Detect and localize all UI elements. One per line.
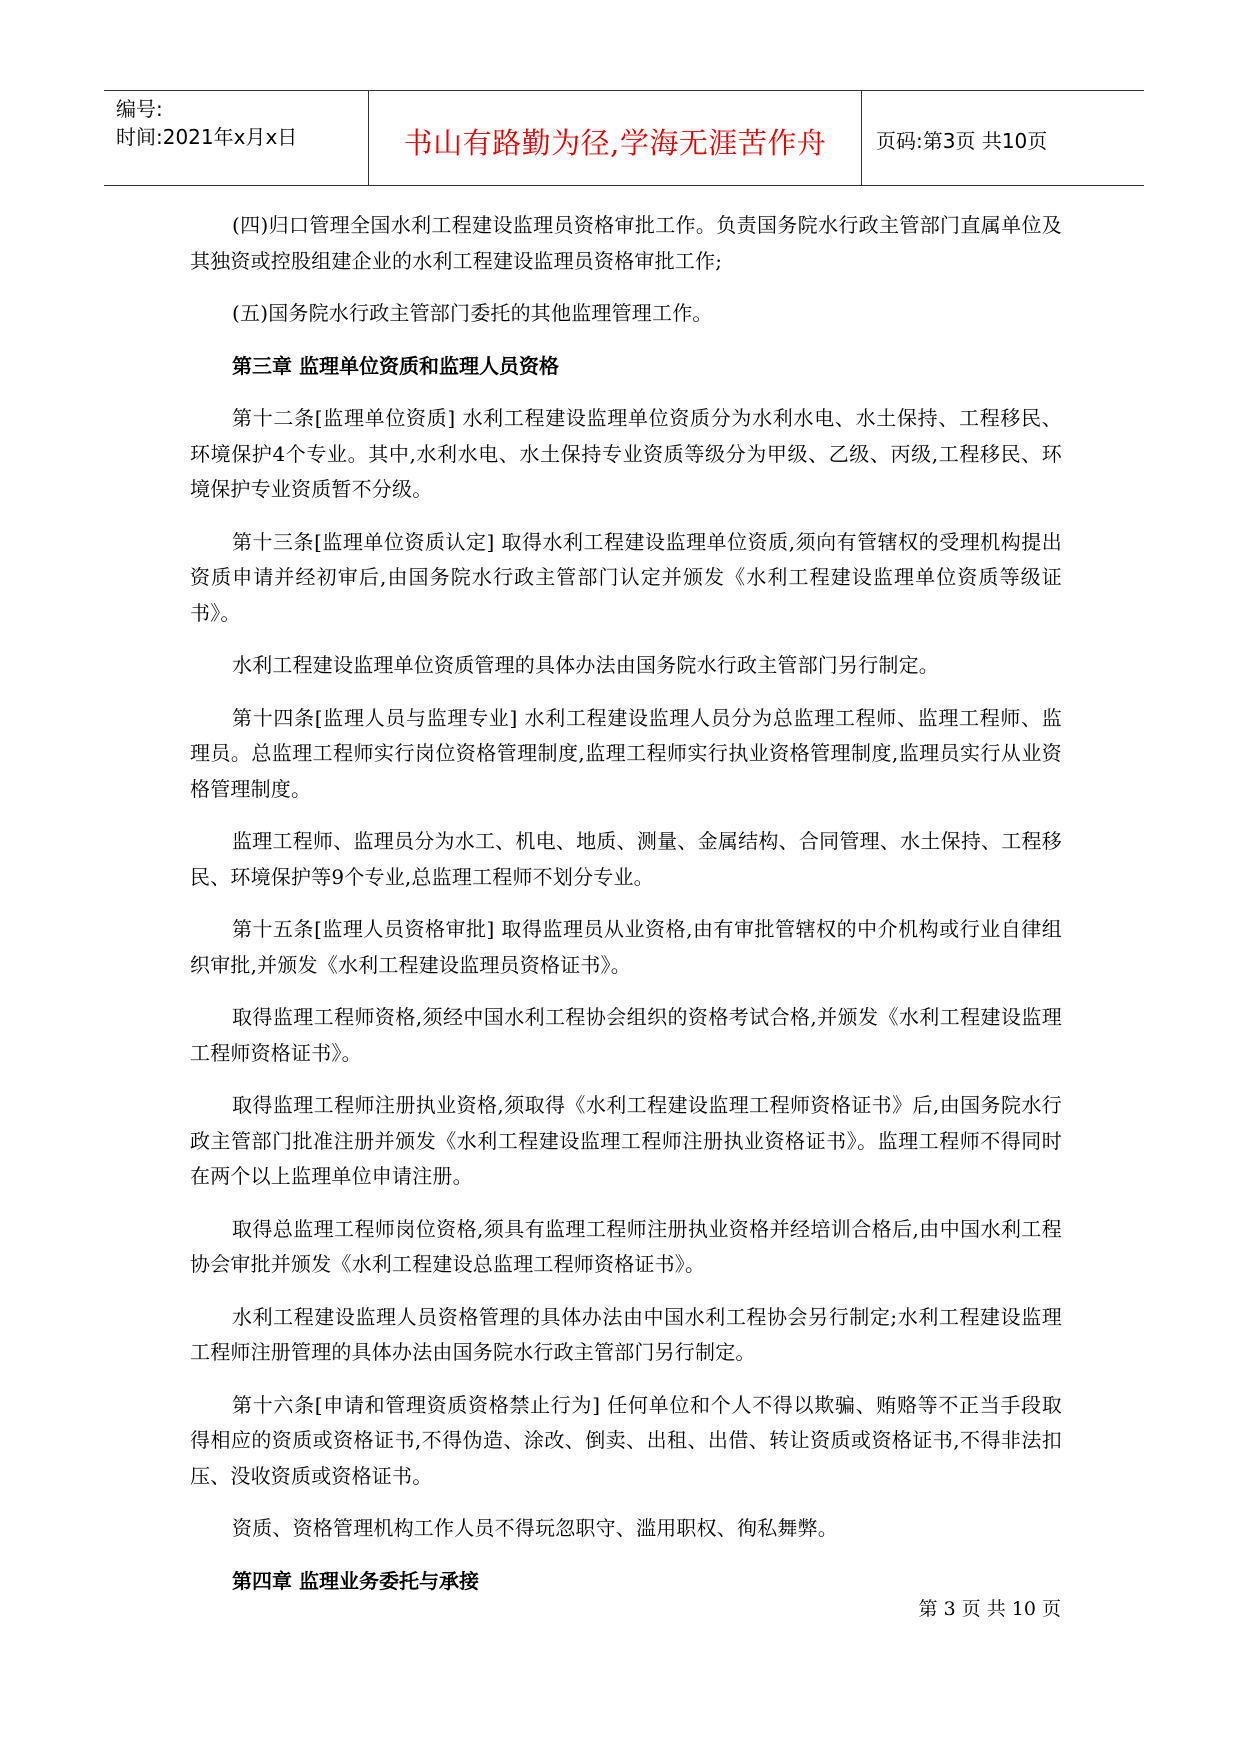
body-paragraph: (五)国务院水行政主管部门委托的其他监理管理工作。 xyxy=(232,301,713,325)
document-number-label: 编号: xyxy=(116,97,163,121)
chapter-heading: 第三章 监理单位资质和监理人员资格 xyxy=(232,353,559,378)
body-paragraph: 第十五条[监理人员资格审批] 取得监理员从业资格,由有审批管辖权的中介机构或行业自律组织审批,并颁发《水利工程建设监理员资格证书》。 xyxy=(190,917,1062,977)
body-paragraph: 第十六条[申请和管理资质资格禁止行为] 任何单位和个人不得以欺骗、贿赂等不正当手段取得相应的资质或资格证书,不得伪造、涂改、倒卖、出租、出借、转让资质或资格证书,不得非法扣压、没收资质或资格证书。 xyxy=(190,1392,1062,1488)
header-motto: 书山有路勤为径,学海无涯苦作舟 xyxy=(403,126,827,160)
body-paragraph: 第十四条[监理人员与监理专业] 水利工程建设监理人员分为总监理工程师、监理工程师、监理员。总监理工程师实行岗位资格管理制度,监理工程师实行执业资格管理制度,监理员实行从业资格管理制度。 xyxy=(190,705,1062,801)
header-info-cell xyxy=(104,91,368,185)
page-header xyxy=(104,90,1144,186)
document-body xyxy=(190,208,1062,1616)
body-paragraph: 监理工程师、监理员分为水工、机电、地质、测量、金属结构、合同管理、水土保持、工程移民、环境保护等9个专业,总监理工程师不划分专业。 xyxy=(190,829,1062,889)
header-motto-cell xyxy=(368,91,862,185)
body-paragraph: 第十三条[监理单位资质认定] 取得水利工程建设监理单位资质,须向有管辖权的受理机构提出资质申请并经初审后,由国务院水行政主管部门认定并颁发《水利工程建设监理单位资质等级证书》。 xyxy=(190,529,1062,625)
header-page-cell xyxy=(860,91,1144,185)
body-paragraph: 水利工程建设监理人员资格管理的具体办法由中国水利工程协会另行制定;水利工程建设监理工程师注册管理的具体办法由国务院水行政主管部门另行制定。 xyxy=(190,1304,1062,1364)
body-paragraph: 取得监理工程师注册执业资格,须取得《水利工程建设监理工程师资格证书》后,由国务院水行政主管部门批准注册并颁发《水利工程建设监理工程师注册执业资格证书》。监理工程师不得同时在两个以上监理单位申请注册。 xyxy=(190,1093,1062,1188)
body-paragraph: (四)归口管理全国水利工程建设监理员资格审批工作。负责国务院水行政主管部门直属单位及其独资或控股组建企业的水利工程建设监理员资格审批工作; xyxy=(190,213,1062,273)
body-paragraph: 取得总监理工程师岗位资格,须具有监理工程师注册执业资格并经培训合格后,由中国水利工程协会审批并颁发《水利工程建设总监理工程师资格证书》。 xyxy=(190,1216,1062,1276)
body-paragraph: 第十二条[监理单位资质] 水利工程建设监理单位资质分为水利水电、水土保持、工程移民、环境保护4个专业。其中,水利水电、水土保持专业资质等级分为甲级、乙级、丙级,工程移民、环境保护专业资质暂不分级。 xyxy=(190,406,1062,501)
body-paragraph: 取得监理工程师资格,须经中国水利工程协会组织的资格考试合格,并颁发《水利工程建设监理工程师资格证书》。 xyxy=(190,1005,1062,1065)
page-footer: 第 3 页 共 10 页 xyxy=(918,1598,1061,1620)
document-time-label: 时间:2021年x月x日 xyxy=(116,125,298,149)
body-paragraph: 水利工程建设监理单位资质管理的具体办法由国务院水行政主管部门另行制定。 xyxy=(232,653,939,677)
header-page-number: 页码:第3页 共10页 xyxy=(876,129,1048,153)
chapter-heading: 第四章 监理业务委托与承接 xyxy=(232,1568,479,1593)
body-paragraph: 资质、资格管理机构工作人员不得玩忽职守、滥用职权、徇私舞弊。 xyxy=(232,1516,838,1540)
